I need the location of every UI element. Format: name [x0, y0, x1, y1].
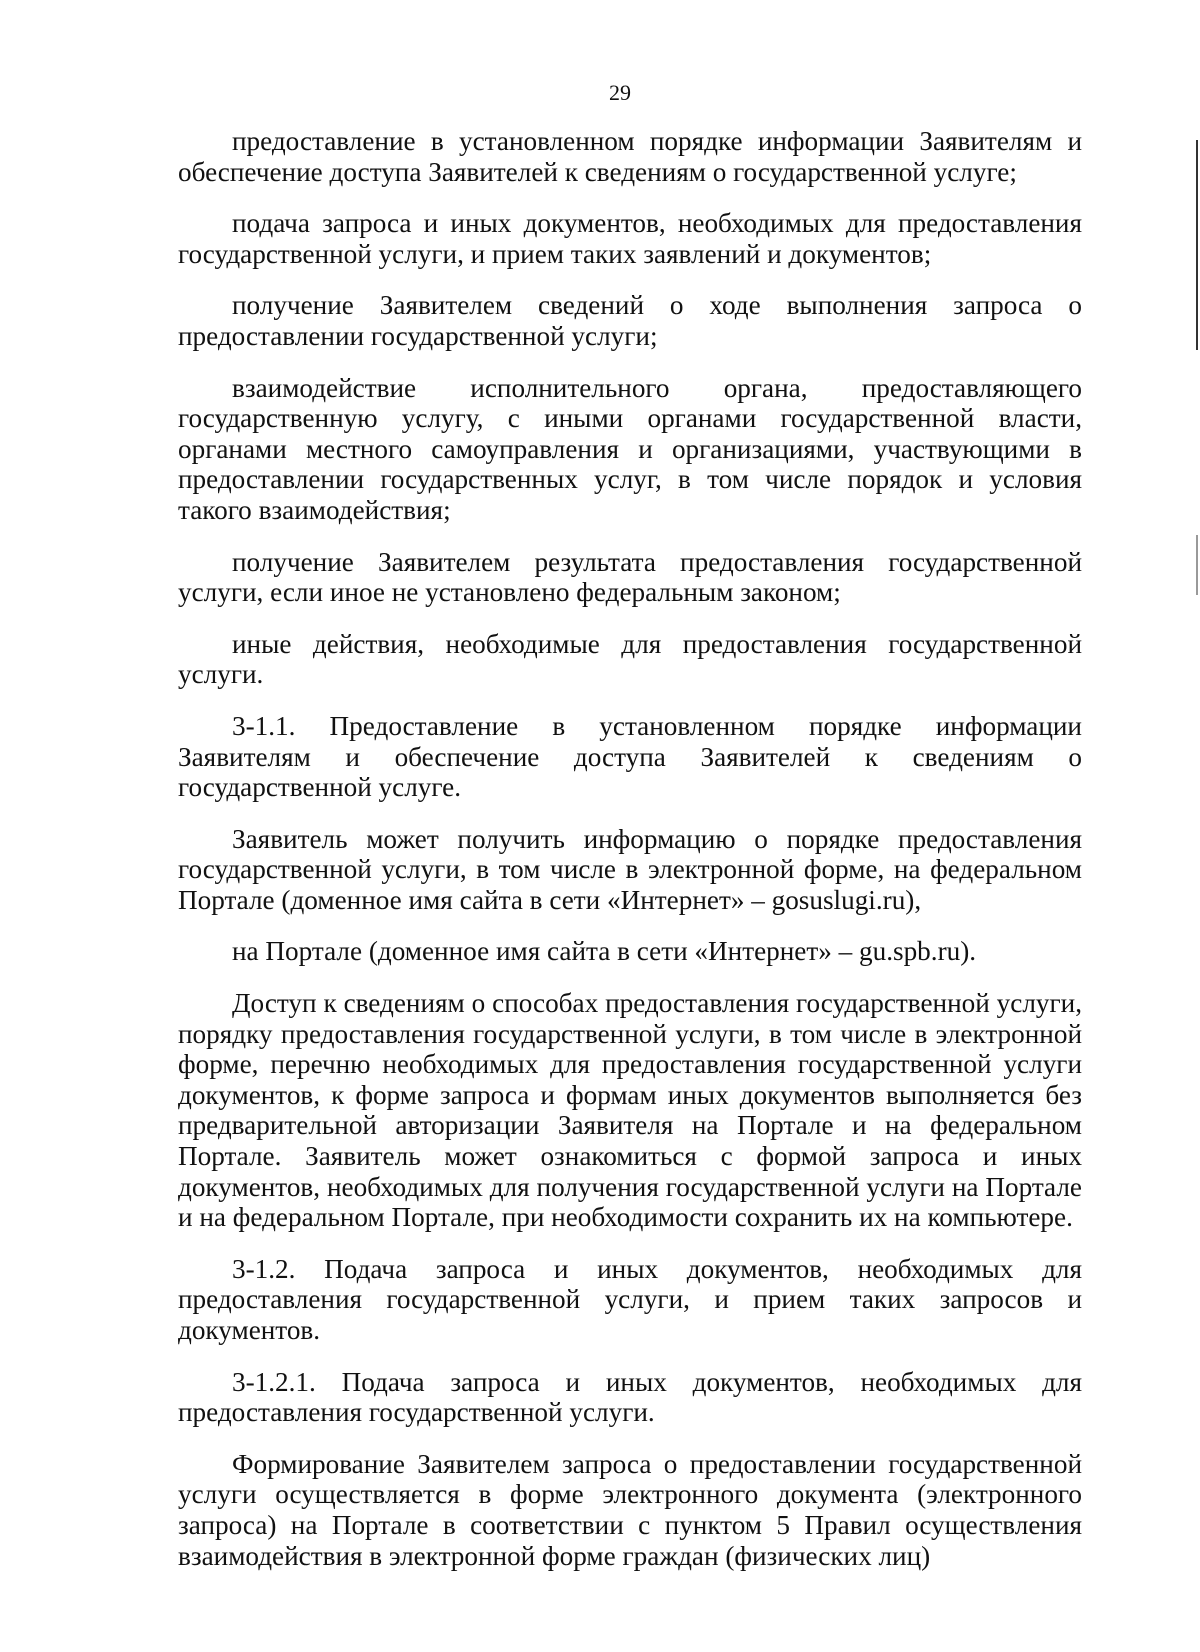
paragraph-2: подача запроса и иных документов, необходимых для предоставления государственной услуги, и прием таких заявлений и документов;: [178, 208, 1082, 269]
paragraph-6: иные действия, необходимые для предоставления государственной услуги.: [178, 628, 1082, 690]
page-number: 29: [609, 80, 631, 105]
scan-edge-mark: [1196, 535, 1198, 595]
paragraph-3: получение Заявителем сведений о ходе выполнения запроса о предоставлении государственной услуги;: [178, 290, 1082, 351]
paragraph-5: получение Заявителем результата предоставления государственной услуги, если иное не установлено федеральным законом;: [178, 546, 1082, 608]
paragraph-4: взаимодействие исполнительного органа, предоставляющего государственную услугу, с иными органами государственной власти, органами местного самоуправления и организациями, участвующими в предоставлении государственных услуг, в том числе порядок и условия такого взаимодействия;: [178, 372, 1082, 525]
document-body: [178, 126, 1082, 1592]
paragraph-10: Доступ к сведениям о способах предоставления государственной услуги, порядку предоставления государственной услуги, в том числе в электронной форме, перечню необходимых для предоставления государственной услуги документов, к форме запроса и формам иных документов выполняется без предварительной авторизации Заявителя на Портале и на федеральном Портале. Заявитель может ознакомиться с формой запроса и иных документов, необходимых для получения государственной услуги на Портале и на федеральном Портале, при необходимости сохранить их на компьютере.: [178, 988, 1082, 1233]
section-3-1-2-1-heading: 3-1.2.1. Подача запроса и иных документов, необходимых для предоставления государственной услуги.: [178, 1366, 1082, 1428]
section-3-1-2-heading: 3-1.2. Подача запроса и иных документов, необходимых для предоставления государственной услуги, и прием таких запросов и документов.: [178, 1253, 1082, 1345]
scan-edge-mark: [1196, 140, 1198, 350]
section-3-1-1-heading: 3-1.1. Предоставление в установленном порядке информации Заявителям и обеспечение доступа Заявителей к сведениям о государственной услуге.: [178, 710, 1082, 803]
paragraph-8: Заявитель может получить информацию о порядке предоставления государственной услуги, в том числе в электронной форме, на федеральном Портале (доменное имя сайта в сети «Интернет» – gosuslugi.ru),: [178, 823, 1082, 915]
paragraph-9: на Портале (доменное имя сайта в сети «Интернет» – gu.spb.ru).: [232, 936, 977, 967]
paragraph-13: Формирование Заявителем запроса о предоставлении государственной услуги осуществляется в форме электронного документа (электронного запроса) на Портале в соответствии с пунктом 5 Правил осуществления взаимодействия в электронной форме граждан (физических лиц): [178, 1448, 1082, 1571]
paragraph-1: предоставление в установленном порядке информации Заявителям и обеспечение доступа Заявителей к сведениям о государственной услуге;: [178, 126, 1082, 187]
